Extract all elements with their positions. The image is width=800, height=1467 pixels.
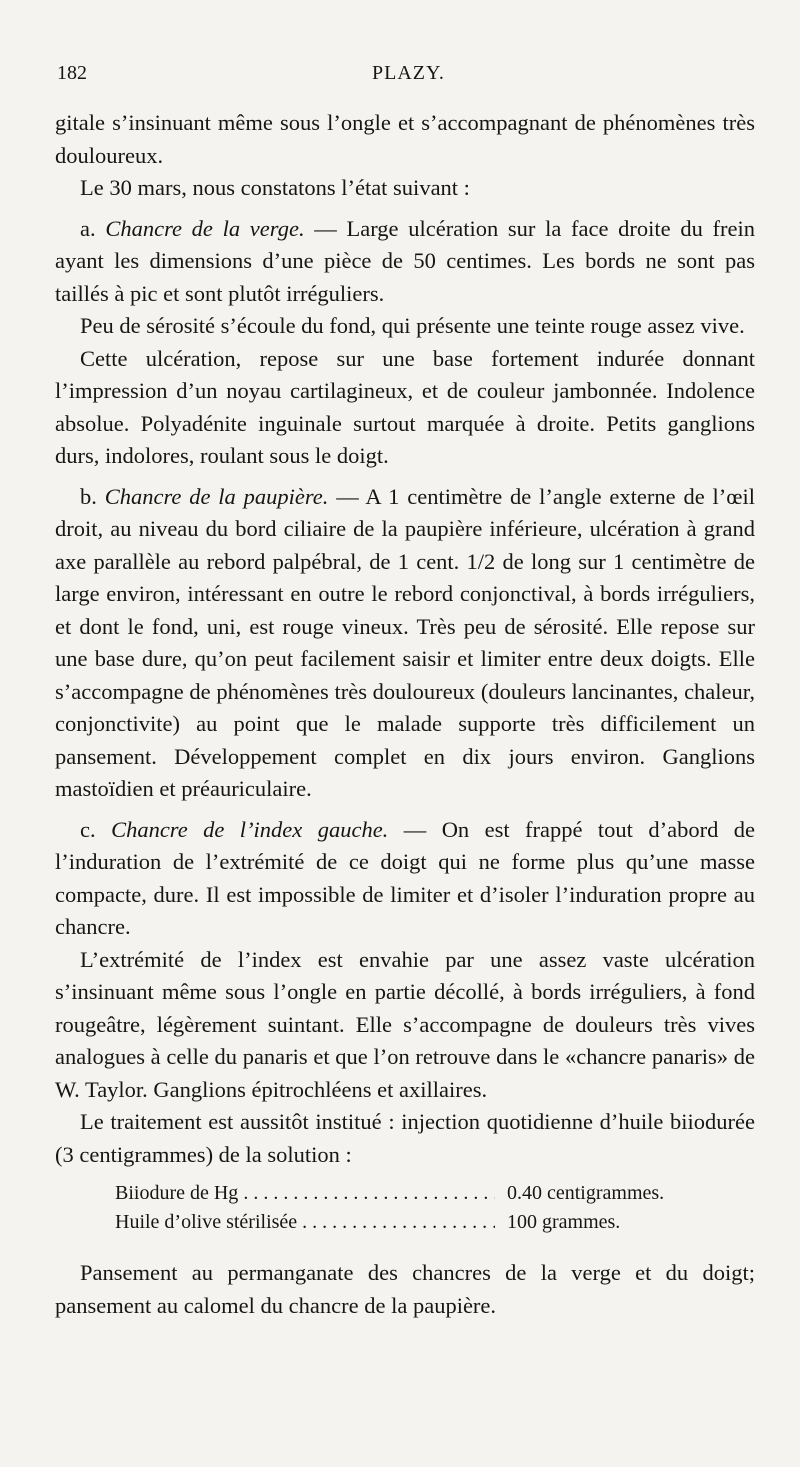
page-number: 182 <box>57 62 87 84</box>
section-a-paragraph-2: Peu de sérosité s’écoule du fond, qui présente une teinte rouge assez vive. <box>80 313 745 338</box>
page-header <box>57 62 752 92</box>
section-b-dash: — <box>328 483 366 509</box>
section-c <box>55 814 755 944</box>
section-a-dash: — <box>304 215 347 241</box>
section-b <box>55 481 755 806</box>
section-a-title: Chancre de la verge. <box>105 215 305 241</box>
running-head: PLAZY. <box>372 62 445 84</box>
paragraph-continuation: gitale s’insinuant même sous l’ongle et s’accompagnant de phénomènes très douloureux. <box>55 110 755 168</box>
closing-paragraph: Pansement au permanganate des chancres de la verge et du doigt; pansement au calomel du chancre de la paupière. <box>55 1260 755 1318</box>
section-b-label: b. <box>80 483 97 509</box>
paragraph-date: Le 30 mars, nous constatons l’état suivant : <box>80 175 470 200</box>
section-a <box>55 213 755 311</box>
section-a-label: a. <box>80 215 96 241</box>
section-c-text: On est frappé tout d’abord de l’induration de l’extrémité de ce doigt qui ne forme plus qu’une masse compacte, dure. Il est impossible de limiter et d’isoler l’induration propre au chancre. <box>55 816 756 939</box>
formula-quantity: 0.40 centigrammes. <box>507 1182 665 1204</box>
section-b-text: A 1 centimètre de l’angle externe de l’œil droit, au niveau du bord ciliaire de la paupière inférieure, ulcération à grand axe parallèle au rebord palpébral, de 1 cent. 1/2 de long sur 1 centimètre de large environ, intéressant en outre le rebord conjonctival, à bords irréguliers, et dont le fond, uni, est rouge vineux. Très peu de sérosité. Elle repose sur une base dure, qu’on peut facilement saisir et limiter entre deux doigts. Elle s’accompagne de phénomènes très douloureux (douleurs lancinantes, chaleur, conjonctivite) au point que le malade supporte très difficilement un pansement. Développement complet en dix jours environ. Ganglions mastoïdien et préauriculaire. <box>55 483 756 801</box>
section-c-dash: — <box>388 816 442 842</box>
section-b-title: Chancre de la paupière. <box>104 483 329 509</box>
formula-row <box>115 1179 755 1208</box>
formula-quantity: 100 grammes. <box>507 1211 621 1233</box>
section-c-label: c. <box>80 816 96 842</box>
section-c-paragraph-2: L’extrémité de l’index est envahie par une assez vaste ulcération s’insinuant même sous l’ongle en partie décollé, à bords irréguliers, à fond rougeâtre, légèrement suintant. Elle s’accompagne de douleurs très vives analogues à celle du panaris et que l’on retrouve dans le «chancre panaris» de W. Taylor. Ganglions épitrochléens et axillaires. <box>55 946 755 1102</box>
formula-ingredient: Huile d’olive stérilisée . . . <box>115 1208 495 1237</box>
formula-table <box>115 1179 755 1237</box>
treatment-paragraph: Le traitement est aussitôt institué : injection quotidienne d’huile biiodurée (3 centigrammes) de la solution : <box>55 1109 755 1167</box>
section-a-paragraph-3: Cette ulcération, repose sur une base fortement indurée donnant l’impression d’un noyau cartilagineux, et de couleur jambonnée. Indolence absolue. Polyadénite inguinale surtout marquée à droite. Petits ganglions durs, indolores, roulant sous le doigt. <box>55 345 755 468</box>
page-body <box>55 107 755 1322</box>
section-c-title: Chancre de l’index gauche. <box>111 816 389 842</box>
formula-ingredient: Biiodure de Hg . . . <box>115 1179 495 1208</box>
formula-row <box>115 1208 755 1237</box>
section-a-text: Large ulcération sur la face droite du frein ayant les dimensions d’une pièce de 50 centimes. Les bords ne sont pas taillés à pic et sont plutôt irréguliers. <box>55 215 756 306</box>
